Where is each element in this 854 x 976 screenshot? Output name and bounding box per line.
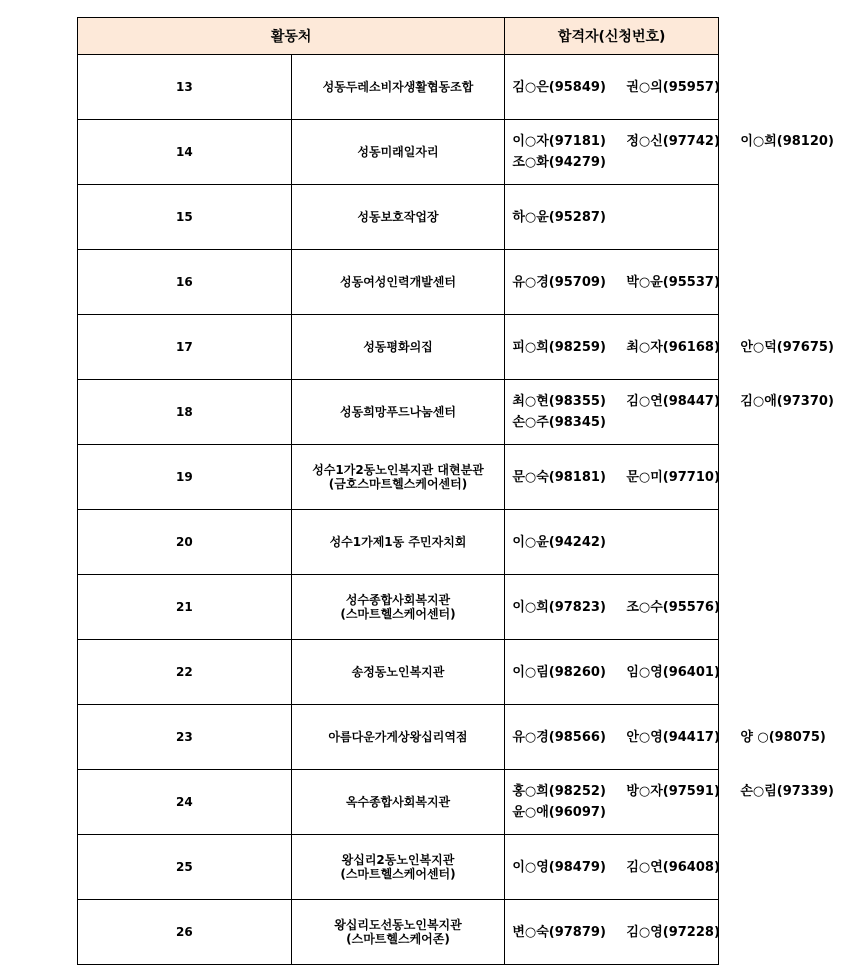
applicant-line [512, 662, 718, 683]
accepted-applicants [505, 380, 834, 445]
accepted-applicants [505, 250, 719, 315]
applicant-line [512, 337, 834, 358]
activity-place [291, 315, 505, 380]
activity-place [291, 120, 505, 185]
accepted-applicants [505, 705, 826, 770]
row-number: 22 [78, 640, 292, 705]
table-row [78, 705, 719, 770]
header-place: 활동처 [78, 18, 505, 55]
applicant-entry: 조○수(95576) [626, 599, 720, 615]
table-row [78, 380, 719, 445]
applicant-entry: 변○숙(97879) [512, 924, 606, 940]
table-row [78, 250, 719, 315]
applicant-entry: 최○현(98355) [512, 394, 606, 409]
applicant-entry: 윤○애(96097) [512, 805, 606, 820]
table-row [78, 120, 719, 185]
accepted-applicants [505, 575, 719, 640]
place-line: 송정동노인복지관 [351, 665, 445, 679]
accepted-applicants [505, 445, 719, 510]
applicant-entry: 유○경(95709) [512, 274, 606, 290]
results-table [77, 17, 834, 965]
applicant-line [512, 532, 718, 553]
accepted-applicants [505, 315, 834, 380]
row-number: 17 [78, 315, 292, 380]
place-line: 성동평화의집 [363, 340, 433, 354]
applicant-entry: 안○덕(97675) [740, 339, 834, 355]
place-line: 성수1가제1동 주민자치회 [329, 535, 467, 549]
applicant-entry: 이○희(98120) [740, 134, 834, 149]
row-number: 18 [78, 380, 292, 445]
applicant-line [512, 781, 834, 802]
row-number: 20 [78, 510, 292, 575]
applicant-line [512, 727, 826, 748]
applicant-line [512, 802, 718, 823]
table-row [78, 510, 719, 575]
place-line: 성동희망푸드나눔센터 [340, 405, 456, 419]
activity-place [291, 835, 505, 900]
applicant-line [512, 412, 718, 433]
applicant-entry: 정○신(97742) [626, 134, 720, 149]
applicant-entry: 홍○희(98252) [512, 784, 606, 799]
applicant-entry: 유○경(98566) [512, 729, 606, 745]
place-line: 옥수종합사회복지관 [345, 795, 451, 809]
place-line: 성동여성인력개발센터 [340, 275, 456, 289]
applicant-entry: 방○자(97591) [626, 784, 720, 799]
place-line: 성동미래일자리 [357, 145, 439, 159]
table-row [78, 315, 719, 380]
applicant-entry: 문○미(97710) [626, 469, 720, 485]
applicant-line [512, 922, 718, 943]
place-line: (스마트헬스케어존) [346, 932, 450, 946]
activity-place [291, 445, 505, 510]
accepted-applicants [505, 640, 719, 705]
accepted-applicants [505, 185, 719, 250]
applicant-line [512, 391, 834, 412]
activity-place [291, 640, 505, 705]
place-line: (금호스마트헬스케어센터) [328, 477, 468, 491]
place-line: 왕십리도선동노인복지관 [334, 918, 462, 932]
place-line: 성동보호작업장 [357, 210, 439, 224]
applicant-line [512, 131, 834, 152]
applicant-entry: 이○영(98479) [512, 859, 606, 875]
activity-place [291, 770, 505, 835]
applicant-line [512, 857, 718, 878]
applicant-entry: 최○자(96168) [626, 339, 720, 355]
applicant-entry: 임○영(96401) [626, 664, 720, 680]
applicant-line [512, 272, 718, 293]
applicant-entry: 양 ○(98075) [740, 729, 826, 745]
row-number: 14 [78, 120, 292, 185]
accepted-applicants [505, 770, 834, 835]
activity-place [291, 250, 505, 315]
applicant-entry: 하○윤(95287) [512, 209, 606, 225]
accepted-applicants [505, 55, 719, 120]
place-line: 성수종합사회복지관 [345, 593, 451, 607]
place-line: 성수1가2동노인복지관 대현분관 [312, 463, 484, 477]
activity-place [291, 380, 505, 445]
applicant-entry: 안○영(94417) [626, 729, 720, 745]
applicant-entry: 김○애(97370) [740, 394, 834, 409]
applicant-entry: 피○희(98259) [512, 339, 606, 355]
table-body [78, 55, 834, 965]
applicant-entry: 김○연(96408) [626, 859, 720, 875]
applicant-line [512, 152, 718, 173]
applicant-entry: 김○영(97228) [626, 924, 720, 940]
table-row [78, 55, 719, 120]
accepted-applicants [505, 510, 719, 575]
table-row [78, 445, 719, 510]
applicant-entry: 김○은(95849) [512, 79, 606, 95]
row-number: 21 [78, 575, 292, 640]
place-line: 아름다운가게상왕십리역점 [328, 730, 468, 744]
place-line: 왕십리2동노인복지관 [341, 853, 455, 867]
applicant-entry: 김○연(98447) [626, 394, 720, 409]
activity-place [291, 55, 505, 120]
applicant-entry: 이○자(97181) [512, 134, 606, 149]
table-row [78, 835, 719, 900]
header-row [78, 18, 719, 55]
table-row [78, 900, 719, 965]
table-row [78, 185, 719, 250]
activity-place [291, 705, 505, 770]
applicant-entry: 조○화(94279) [512, 155, 606, 170]
activity-place [291, 900, 505, 965]
row-number: 24 [78, 770, 292, 835]
row-number: 13 [78, 55, 292, 120]
table-row [78, 770, 719, 835]
applicant-line [512, 597, 718, 618]
row-number: 19 [78, 445, 292, 510]
applicant-entry: 이○희(97823) [512, 599, 606, 615]
accepted-applicants [505, 900, 719, 965]
activity-place [291, 575, 505, 640]
row-number: 16 [78, 250, 292, 315]
row-number: 15 [78, 185, 292, 250]
table-row [78, 640, 719, 705]
place-line: (스마트헬스케어센터) [340, 607, 456, 621]
header-names: 합격자(신청번호) [505, 18, 719, 55]
place-line: 성동두레소비자생활협동조합 [322, 80, 474, 94]
applicant-entry: 권○의(95957) [626, 79, 720, 95]
row-number: 26 [78, 900, 292, 965]
table-row [78, 575, 719, 640]
activity-place [291, 185, 505, 250]
applicant-entry: 이○윤(94242) [512, 534, 606, 550]
applicant-line [512, 207, 718, 228]
applicant-entry: 문○숙(98181) [512, 469, 606, 485]
applicant-line [512, 77, 718, 98]
row-number: 25 [78, 835, 292, 900]
accepted-applicants [505, 835, 719, 900]
applicant-entry: 손○림(97339) [740, 784, 834, 799]
accepted-applicants [505, 120, 834, 185]
activity-place [291, 510, 505, 575]
place-line: (스마트헬스케어센터) [340, 867, 456, 881]
applicant-entry: 이○림(98260) [512, 664, 606, 680]
row-number: 23 [78, 705, 292, 770]
applicant-entry: 손○주(98345) [512, 415, 606, 430]
applicant-entry: 박○윤(95537) [626, 274, 720, 290]
applicant-line [512, 467, 718, 488]
